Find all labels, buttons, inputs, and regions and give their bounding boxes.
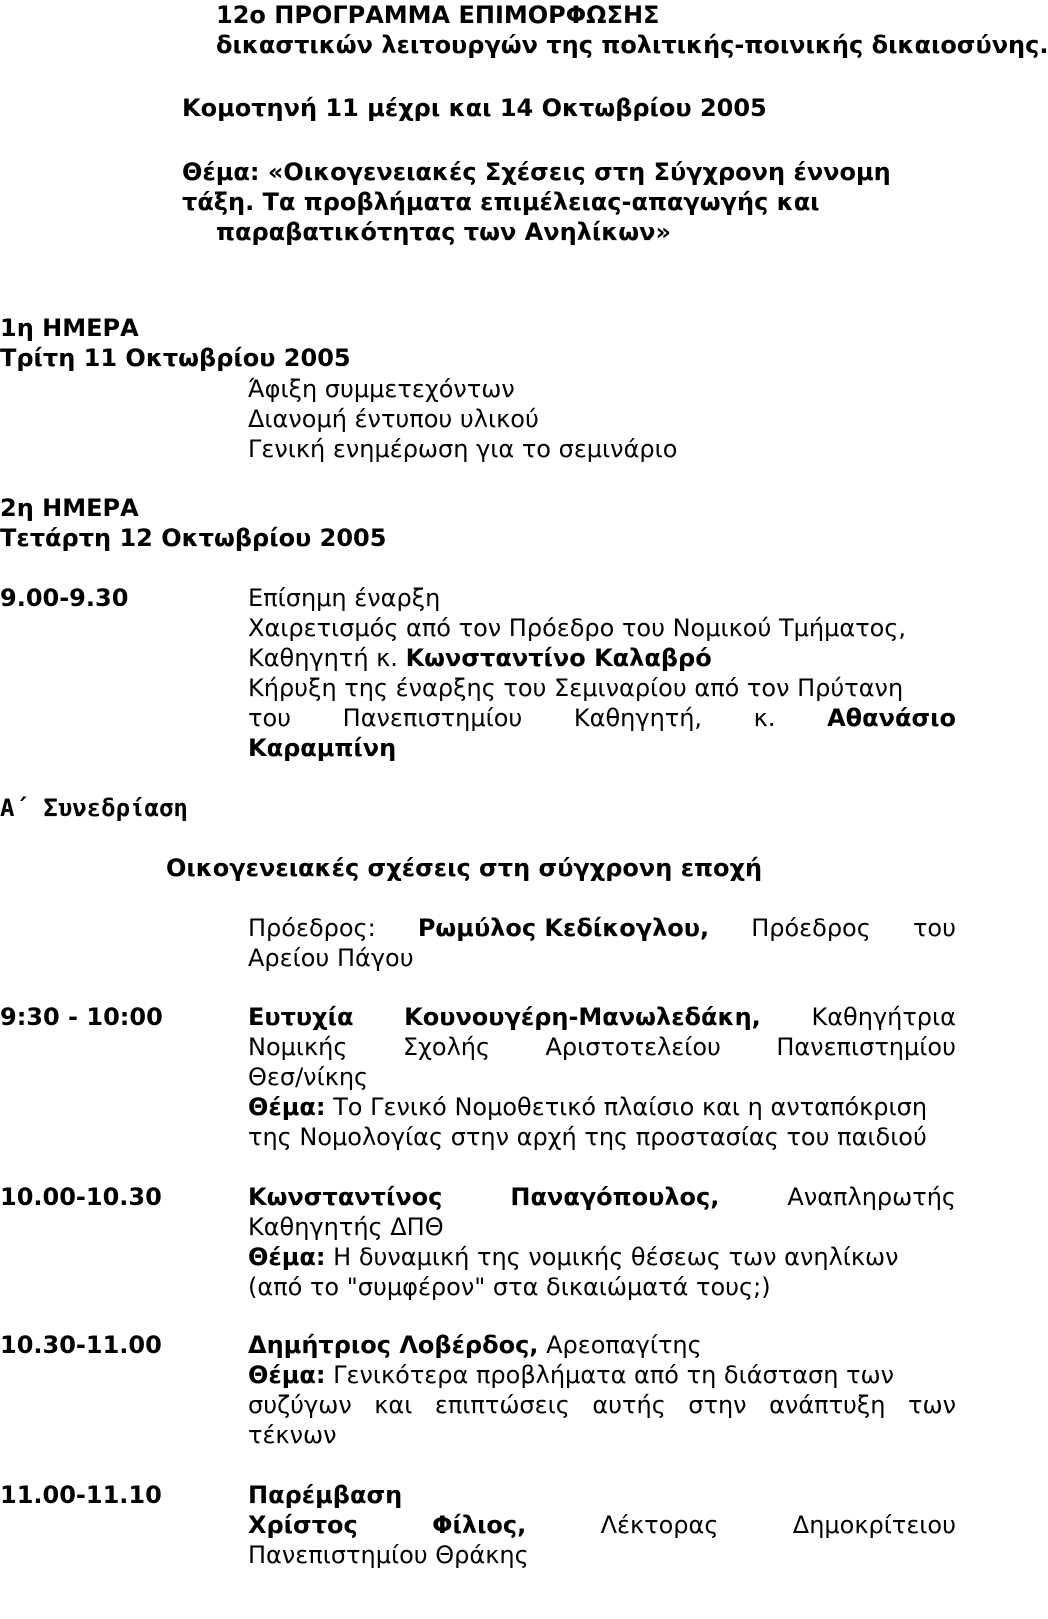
speaker-name: Ευτυχία	[248, 1003, 354, 1031]
speaker-role: Αρεοπαγίτης	[538, 1331, 702, 1359]
talk2-speaker-line	[248, 1182, 956, 1212]
speaker-name: Χρίστος	[248, 1511, 358, 1539]
word: κ.	[753, 704, 776, 732]
word: αυτής	[592, 1391, 666, 1419]
speaker-role: Δημοκρίτειου	[792, 1511, 956, 1539]
opening-line	[248, 643, 712, 673]
talk4-speaker-line	[248, 1510, 956, 1540]
opening-text: Καθηγητή κ.	[248, 644, 406, 672]
word: του	[248, 704, 292, 732]
word: του	[912, 914, 956, 942]
speaker-name: Κωνσταντίνος	[248, 1183, 443, 1211]
word: των	[908, 1391, 956, 1419]
day1-item: Άφιξη συμμετεχόντων	[248, 375, 515, 403]
talk1-affiliation	[248, 1032, 956, 1062]
talk4-type: Παρέμβαση	[248, 1481, 403, 1509]
word: Πανεπιστημίου	[342, 704, 523, 732]
session-title: Οικογενειακές σχέσεις στη σύγχρονη εποχή	[166, 854, 763, 882]
session-label: Α΄ Συνεδρίαση	[0, 794, 188, 822]
session-chair	[248, 913, 956, 943]
day1-item: Γενική ενημέρωση για το σεμινάριο	[248, 435, 678, 463]
talk1-topic	[248, 1092, 927, 1122]
program-subtitle: δικαστικών λειτουργών της πολιτικής-ποινικής δικαιοσύνης.	[216, 31, 1048, 59]
talk1-speaker-line	[248, 1002, 956, 1032]
talk3-topic-cont	[248, 1390, 956, 1420]
talk1-city: Θεσ/νίκης	[248, 1063, 369, 1091]
theme-line-3: παραβατικότητας των Ανηλίκων»	[216, 218, 671, 246]
opening-line: Κήρυξη της έναρξης του Σεμιναρίου από τον Πρύτανη	[248, 674, 904, 702]
talk2-affiliation: Καθηγητής ΔΠΘ	[248, 1213, 444, 1241]
talk2-topic-cont: (από το "συμφέρον" στα δικαιώματά τους;)	[248, 1273, 771, 1301]
word: Καθηγητή,	[573, 704, 703, 732]
talk1-topic-cont: της Νομολογίας στην αρχή της προστασίας του παιδιού	[248, 1123, 927, 1151]
topic-label: Θέμα:	[248, 1361, 326, 1389]
speaker-role: Αναπληρωτής	[787, 1183, 956, 1211]
opening-line-justified	[248, 703, 956, 733]
word: Νομικής	[248, 1033, 348, 1061]
word: Σχολής	[402, 1033, 491, 1061]
word: Πανεπιστημίου	[776, 1033, 956, 1061]
opening-line: Χαιρετισμός από τον Πρόεδρο του Νομικού Τμήματος,	[248, 614, 907, 642]
talk2-time: 10.00-10.30	[0, 1183, 162, 1211]
rector-last-name: Καραμπίνη	[248, 734, 397, 762]
topic-text: Γενικότερα προβλήματα από τη διάσταση των	[325, 1361, 895, 1389]
speaker-role: Λέκτορας	[600, 1511, 719, 1539]
word: στην	[688, 1391, 747, 1419]
chair-prefix: Πρόεδρος:	[248, 914, 376, 942]
speaker-name: Κουνουγέρη-Μανωλεδάκη,	[404, 1003, 761, 1031]
talk2-topic	[248, 1242, 899, 1272]
topic-label: Θέμα:	[248, 1093, 326, 1121]
theme-line-1: Θέμα: «Οικογενειακές Σχέσεις στη Σύγχρονη έννομη	[182, 158, 891, 186]
speaker-name: Φίλιος,	[432, 1511, 527, 1539]
talk1-time: 9:30 - 10:00	[0, 1003, 163, 1031]
place-and-date: Κομοτηνή 11 μέχρι και 14 Οκτωβρίου 2005	[182, 94, 767, 122]
word: συζύγων	[248, 1391, 352, 1419]
word: επιπτώσεις	[434, 1391, 570, 1419]
talk3-time: 10.30-11.00	[0, 1331, 162, 1359]
topic-label: Θέμα:	[248, 1243, 326, 1271]
word: Αριστοτελείου	[545, 1033, 721, 1061]
day2-label: 2η ΗΜΕΡΑ	[0, 494, 139, 522]
talk3-speaker-line	[248, 1330, 702, 1360]
talk3-topic	[248, 1360, 894, 1390]
word: και	[374, 1391, 413, 1419]
opening-line: Επίσημη έναρξη	[248, 584, 441, 612]
word: ανάπτυξη	[769, 1391, 886, 1419]
chair-court: Αρείου Πάγου	[248, 944, 414, 972]
chair-name: Ρωμύλος Κεδίκογλου,	[417, 914, 710, 942]
theme-line-2: τάξη. Τα προβλήματα επιμέλειας-απαγωγής και	[182, 188, 820, 216]
speaker-role: Καθηγήτρια	[811, 1003, 956, 1031]
rector-first-name: Αθανάσιο	[827, 704, 956, 732]
day1-item: Διανομή έντυπου υλικού	[248, 405, 539, 433]
day1-date: Τρίτη 11 Οκτωβρίου 2005	[0, 344, 351, 372]
topic-text: Η δυναμική της νομικής θέσεως των ανηλίκων	[325, 1243, 899, 1271]
talk4-affiliation: Πανεπιστημίου Θράκης	[248, 1541, 529, 1569]
opening-time: 9.00-9.30	[0, 584, 129, 612]
topic-text: Το Γενικό Νομοθετικό πλαίσιο και η ανταπόκριση	[325, 1093, 928, 1121]
speaker-name: Παναγόπουλος,	[510, 1183, 720, 1211]
day2-date: Τετάρτη 12 Οκτωβρίου 2005	[0, 524, 387, 552]
speaker-name: Δημήτριος Λοβέρδος,	[248, 1331, 539, 1359]
dean-name: Κωνσταντίνο Καλαβρό	[405, 644, 712, 672]
word: Πρόεδρος	[751, 914, 871, 942]
talk3-topic-end: τέκνων	[248, 1421, 337, 1449]
program-title: 12ο ΠΡΟΓΡΑΜΜΑ ΕΠΙΜΟΡΦΩΣΗΣ	[216, 1, 660, 29]
talk4-time: 11.00-11.10	[0, 1481, 162, 1509]
day1-label: 1η ΗΜΕΡΑ	[0, 314, 139, 342]
